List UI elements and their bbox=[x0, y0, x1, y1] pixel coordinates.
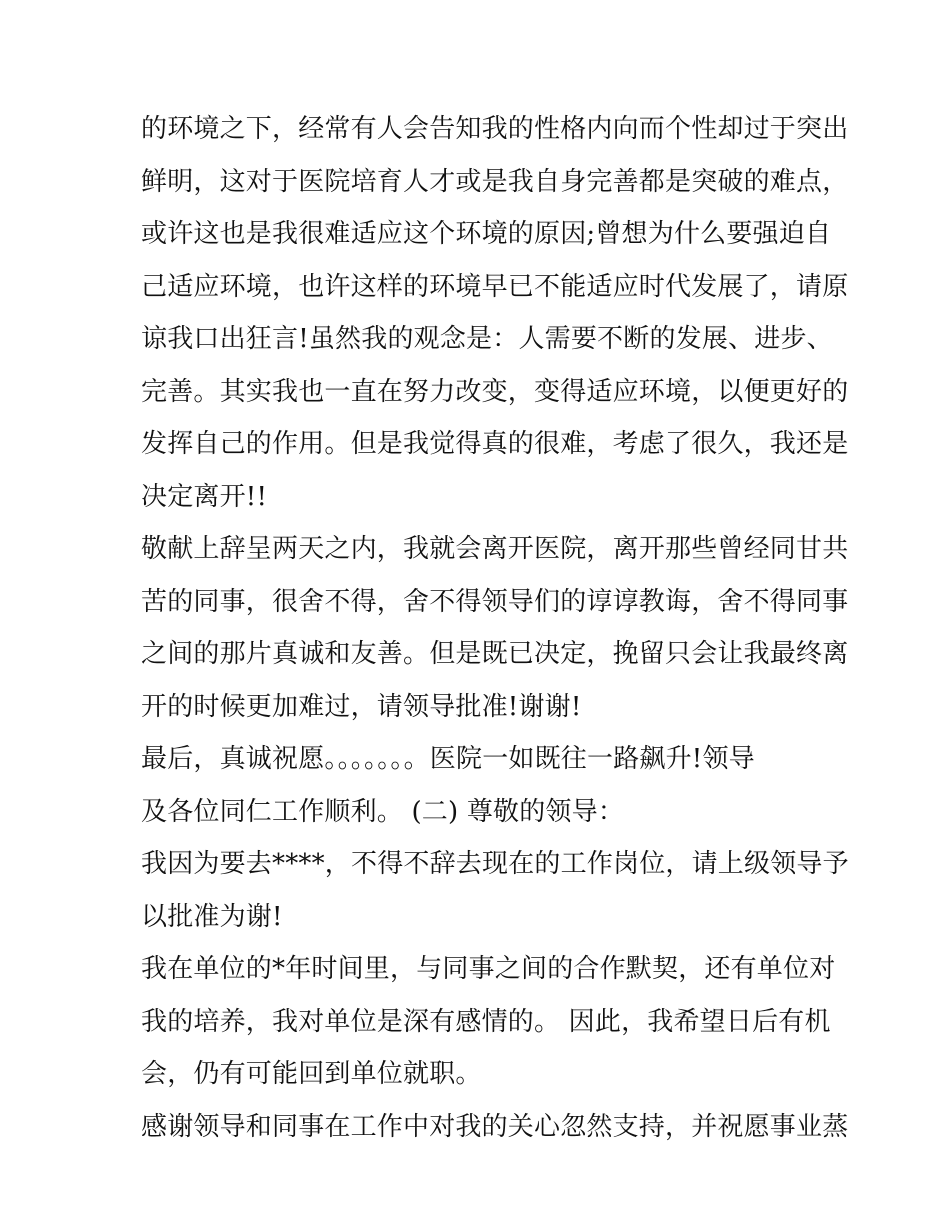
text-line: 完善。其实我也一直在努力改变，变得适应环境，以便更好的 bbox=[141, 376, 849, 407]
text-line: 开的时候更加难过，请领导批准!谢谢! bbox=[141, 691, 582, 722]
text-line: 以批准为谢! bbox=[141, 901, 283, 932]
body-text bbox=[141, 103, 849, 1153]
text-line: 会，仍有可能回到单位就职。 bbox=[141, 1059, 482, 1089]
text-line: 敬献上辞呈两天之内，我就会离开医院，离开那些曾经同甘共 bbox=[141, 534, 849, 564]
text-line: 发挥自己的作用。但是我觉得真的很难，考虑了很久，我还是 bbox=[141, 429, 849, 459]
text-line: 最后，真诚祝愿。。。。。。。医院一如既往一路飙升!领导 bbox=[141, 744, 755, 774]
text-line: 我在单位的*年时间里，与同事之间的合作默契，还有单位对 bbox=[141, 954, 836, 984]
text-line: 我因为要去****，不得不辞去现在的工作岗位，请上级领导予 bbox=[141, 849, 849, 879]
text-line: 我的培养，我对单位是深有感情的。 因此，我希望日后有机 bbox=[141, 1006, 831, 1037]
text-line: 己适应环境，也许这样的环境早已不能适应时代发展了，请原 bbox=[141, 271, 849, 302]
text-line: 决定离开!! bbox=[141, 481, 268, 512]
text-line: 或许这也是我很难适应这个环境的原因;曾想为什么要强迫自 bbox=[141, 219, 832, 249]
text-line: 感谢领导和同事在工作中对我的关心忽然支持，并祝愿事业蒸 bbox=[141, 1111, 849, 1142]
text-line: 及各位同仁工作顺利。 (二) 尊敬的领导： bbox=[141, 796, 625, 827]
text-line: 的环境之下，经常有人会告知我的性格内向而个性却过于突出 bbox=[141, 114, 849, 144]
text-line: 鲜明，这对于医院培育人才或是我自身完善都是突破的难点， bbox=[141, 166, 849, 197]
text-line: 苦的同事，很舍不得，舍不得领导们的谆谆教诲，舍不得同事 bbox=[141, 586, 849, 617]
text-line: 之间的那片真诚和友善。但是既已决定，挽留只会让我最终离 bbox=[141, 639, 849, 669]
text-line: 谅我口出狂言!虽然我的观念是：人需要不断的发展、进步、 bbox=[141, 324, 833, 354]
